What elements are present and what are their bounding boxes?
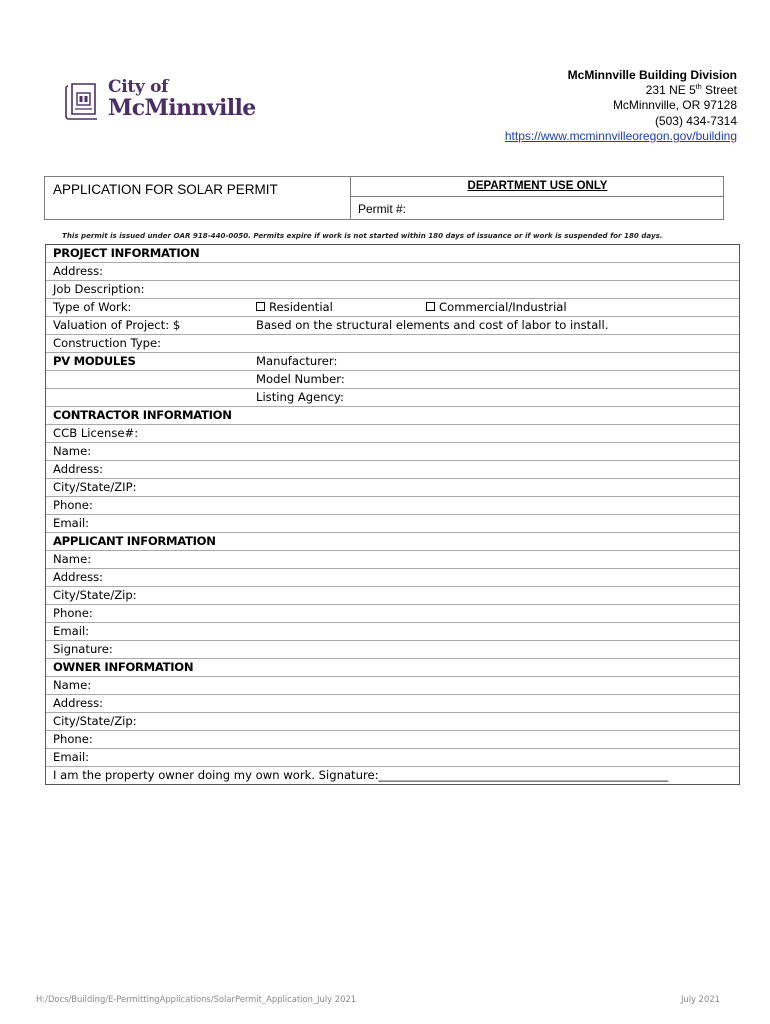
footer-file-path: H:/Docs/Building/E-PermittingApplications/SolarPermit_Application_July 2021	[36, 994, 357, 1004]
solar-permit-form	[45, 244, 740, 785]
pv-model-field[interactable]: Model Number:	[46, 371, 739, 389]
pv-modules-heading: PV MODULES	[53, 354, 136, 368]
application-header-box	[44, 176, 724, 220]
owner-phone-field[interactable]: Phone:	[46, 731, 739, 749]
contractor-address-field[interactable]: Address:	[46, 461, 739, 479]
residential-checkbox[interactable]	[256, 302, 265, 311]
permit-number-field[interactable]: Permit #:	[358, 202, 407, 216]
applicant-email-field[interactable]: Email:	[46, 623, 739, 641]
type-of-work-row: Type of Work: Residential Commercial/Industrial	[46, 299, 739, 317]
owner-address-field[interactable]: Address:	[46, 695, 739, 713]
owner-city-field[interactable]: City/State/Zip:	[46, 713, 739, 731]
applicant-name-field[interactable]: Name:	[46, 551, 739, 569]
department-name: McMinnville Building Division	[567, 68, 737, 82]
city-state-zip: McMinnville, OR 97128	[612, 98, 737, 113]
contractor-email-field[interactable]: Email:	[46, 515, 739, 533]
applicant-address-field[interactable]: Address:	[46, 569, 739, 587]
job-description-field[interactable]: Job Description:	[46, 281, 739, 299]
department-use-only-label: DEPARTMENT USE ONLY	[467, 180, 608, 192]
contractor-city-field[interactable]: City/State/ZIP:	[46, 479, 739, 497]
commercial-label: Commercial/Industrial	[439, 300, 567, 314]
applicant-phone-field[interactable]: Phone:	[46, 605, 739, 623]
owner-info-heading: OWNER INFORMATION	[46, 659, 739, 677]
project-address-field[interactable]: Address:	[46, 263, 739, 281]
applicant-city-field[interactable]: City/State/Zip:	[46, 587, 739, 605]
contractor-info-heading: CONTRACTOR INFORMATION	[46, 407, 739, 425]
owner-signature-field[interactable]: I am the property owner doing my own work. Signature:__________________________________________________	[53, 768, 669, 782]
valuation-field[interactable]: Valuation of Project: $ Based on the structural elements and cost of labor to install.	[46, 317, 739, 335]
contractor-ccb-field[interactable]: CCB License#:	[46, 425, 739, 443]
logo-line-2: McMinnville	[108, 95, 256, 121]
permit-expiry-note: This permit is issued under OAR 918-440-0050. Permits expire if work is not started within 180 days of issuance or if work is suspended for 180 days.	[62, 231, 663, 240]
footer-date: July 2021	[680, 994, 720, 1004]
department-address	[505, 68, 737, 144]
contractor-name-field[interactable]: Name:	[46, 443, 739, 461]
owner-name-field[interactable]: Name:	[46, 677, 739, 695]
owner-email-field[interactable]: Email:	[46, 749, 739, 767]
header-midline	[351, 196, 724, 197]
pv-manufacturer-field[interactable]: PV MODULES Manufacturer:	[46, 353, 739, 371]
contractor-phone-field[interactable]: Phone:	[46, 497, 739, 515]
phone-number: (503) 434-7314	[654, 113, 737, 128]
pv-listing-field[interactable]: Listing Agency:	[46, 389, 739, 407]
website-link[interactable]: https://www.mcminnvilleoregon.gov/building	[504, 128, 737, 143]
valuation-note: Based on the structural elements and cost of labor to install.	[256, 318, 609, 332]
applicant-info-heading: APPLICANT INFORMATION	[46, 533, 739, 551]
logo-line-1: City of	[108, 77, 169, 97]
city-hall-icon	[64, 80, 102, 122]
application-title: APPLICATION FOR SOLAR PERMIT	[53, 182, 278, 197]
construction-type-field[interactable]: Construction Type:	[46, 335, 739, 353]
residential-label: Residential	[269, 300, 333, 314]
commercial-checkbox[interactable]	[426, 302, 435, 311]
city-logo	[64, 78, 284, 124]
street-address: 231 NE 5th Street	[645, 83, 737, 98]
applicant-signature-field[interactable]: Signature:	[46, 641, 739, 659]
project-info-heading: PROJECT INFORMATION	[46, 245, 739, 263]
